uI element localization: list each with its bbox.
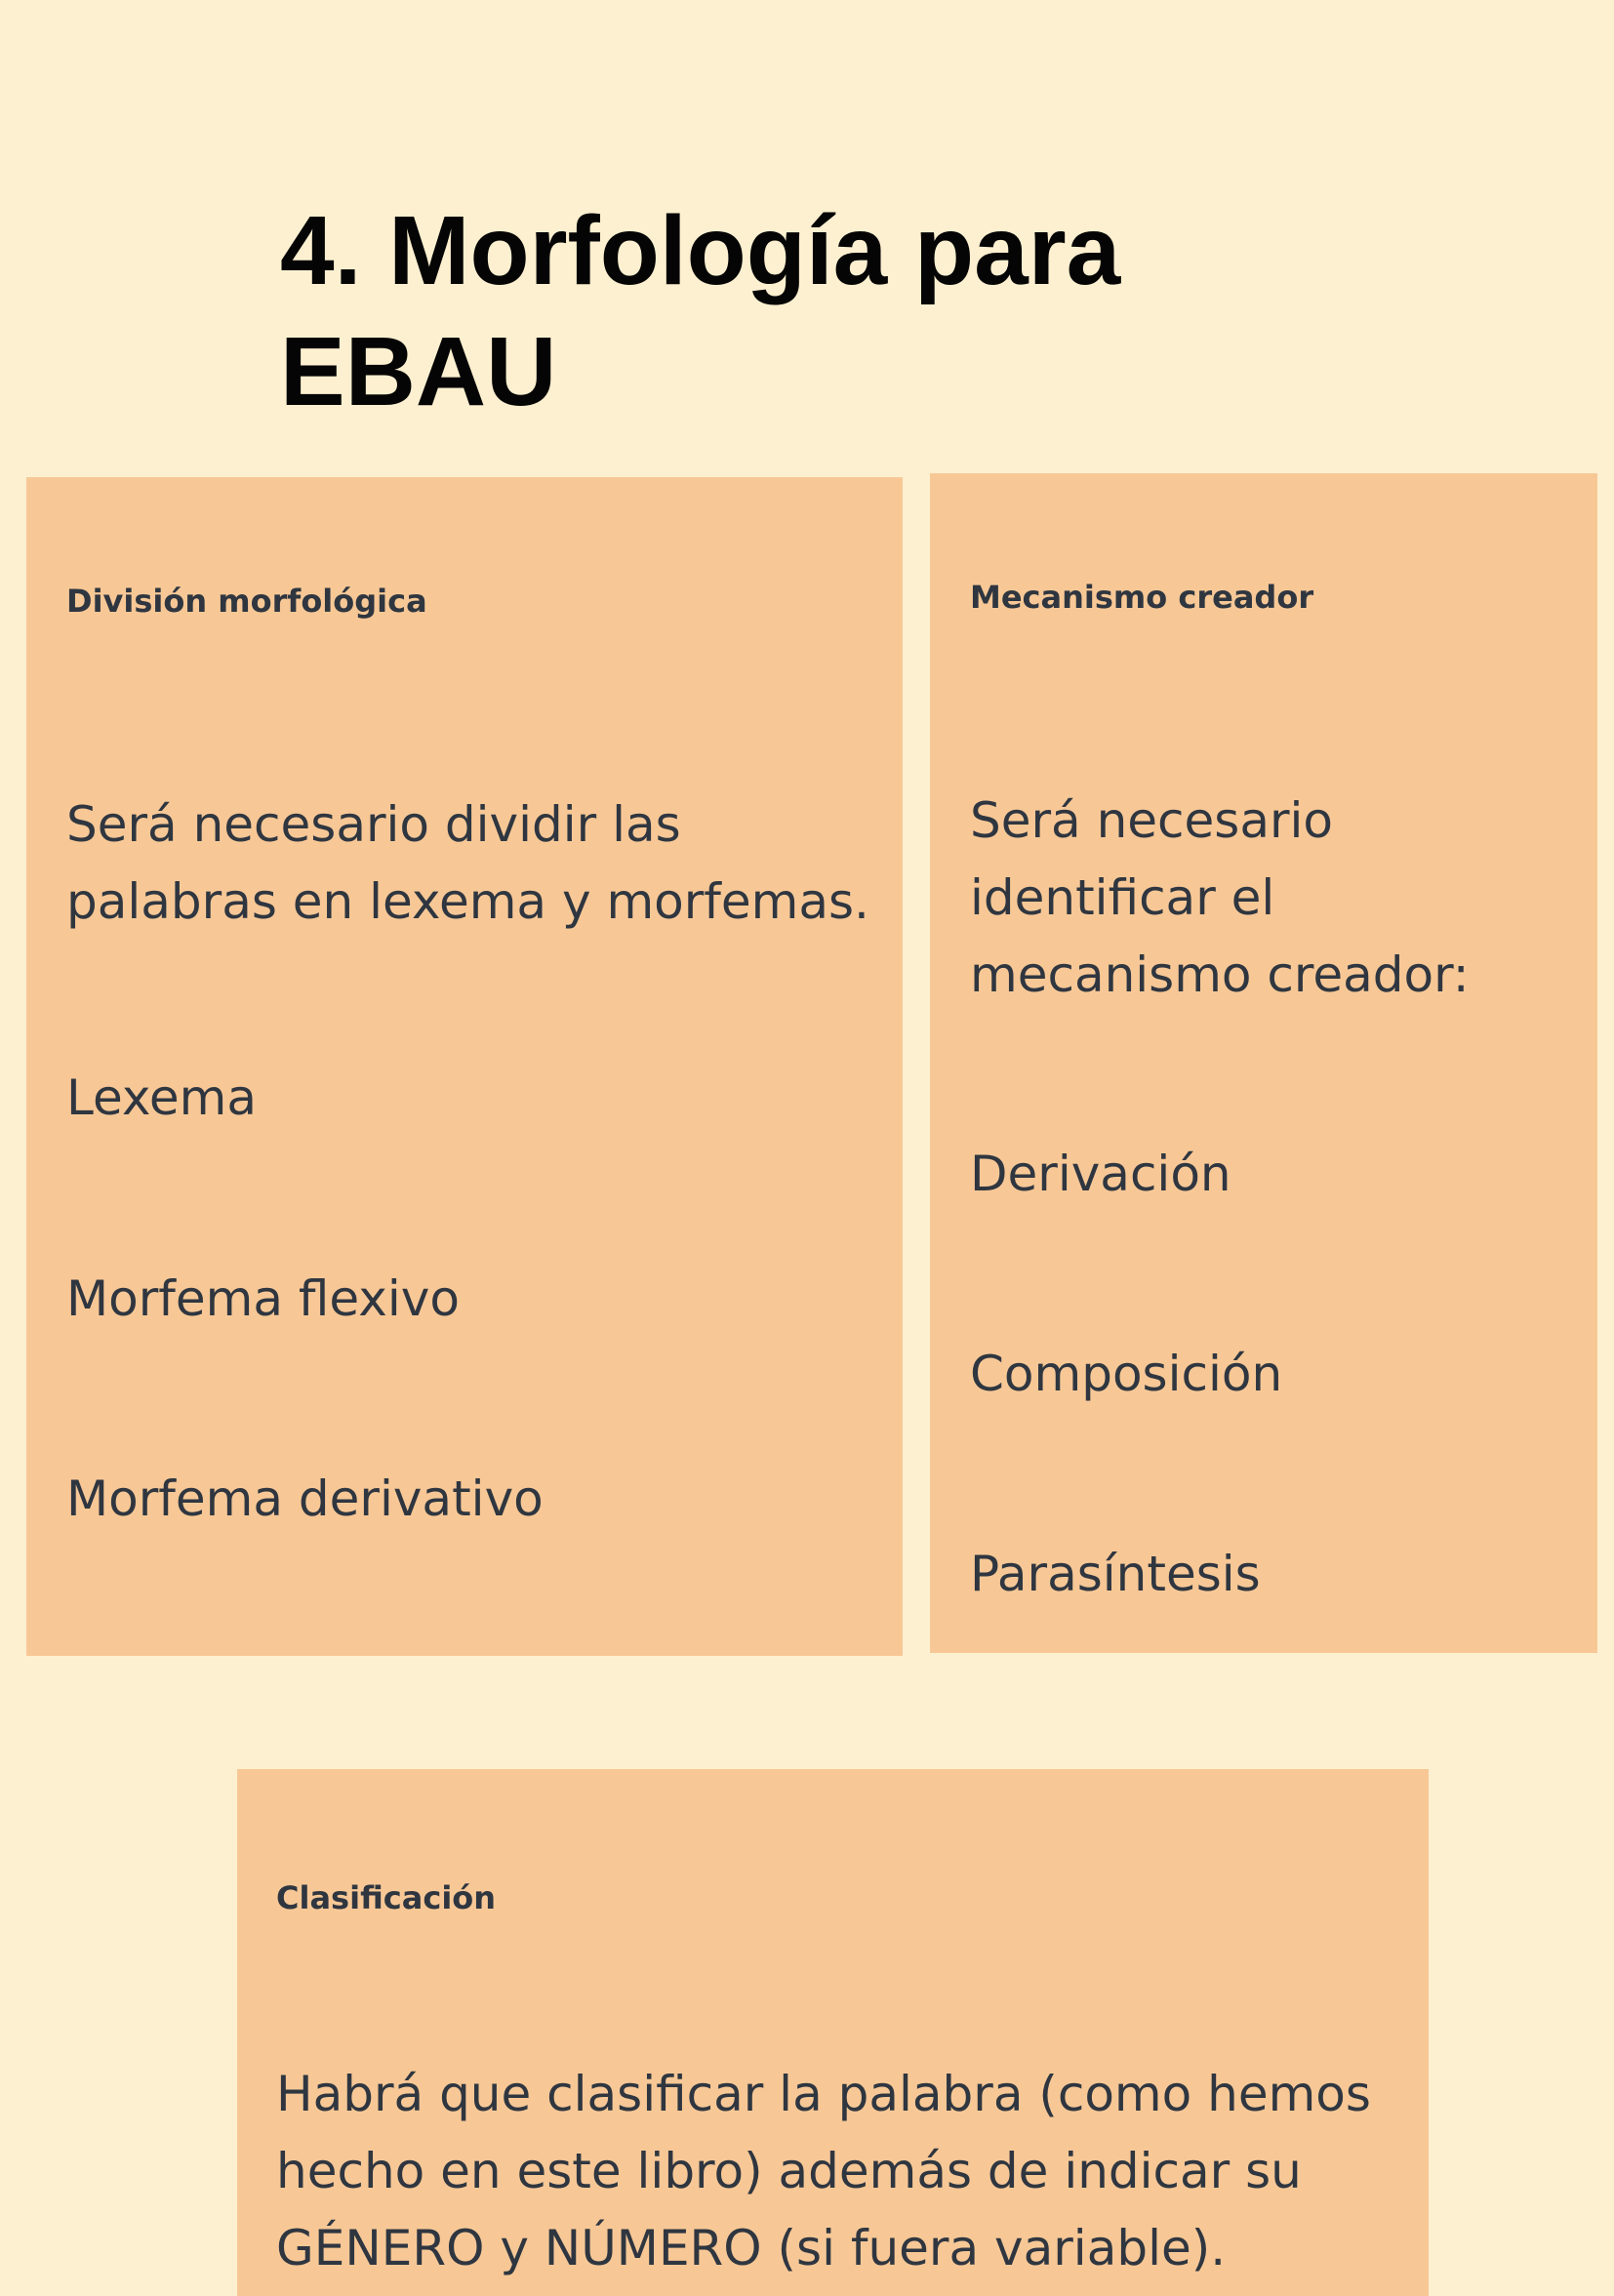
card-clasificacion (237, 1769, 1429, 2296)
list-item: Parasíntesis (970, 1546, 1261, 1602)
card-description-line: mecanismo creador: (970, 947, 1470, 1003)
page-title-line-2: EBAU (280, 317, 557, 426)
card-description (276, 2056, 1371, 2287)
card-description-line: GÉNERO y NÚMERO (si fuera variable). (276, 2220, 1227, 2276)
list-item: Morfema flexivo (66, 1270, 460, 1327)
card-heading: Mecanismo creador (970, 579, 1314, 616)
card-description-line: palabras en lexema y morfemas. (66, 873, 869, 930)
card-division-morfologica (26, 477, 903, 1656)
card-mecanismo-creador (930, 473, 1597, 1653)
card-description-line: Será necesario dividir las (66, 796, 681, 853)
card-heading: División morfológica (66, 583, 427, 620)
card-description (970, 783, 1470, 1014)
list-item: Composición (970, 1346, 1283, 1402)
list-item: Derivación (970, 1146, 1231, 1202)
page-title-line-1: 4. Morfología para (280, 196, 1121, 305)
card-description-line: Será necesario (970, 792, 1334, 849)
page-title (280, 190, 1256, 432)
card-description (66, 786, 869, 941)
list-item: Lexema (66, 1069, 258, 1126)
card-description-line: identificar el (970, 869, 1275, 926)
list-item: Morfema derivativo (66, 1470, 544, 1527)
card-heading: Clasificación (276, 1879, 497, 1916)
card-description-line: hecho en este libro) además de indicar su (276, 2143, 1302, 2199)
card-description-line: Habrá que clasificar la palabra (como hemos (276, 2066, 1371, 2122)
